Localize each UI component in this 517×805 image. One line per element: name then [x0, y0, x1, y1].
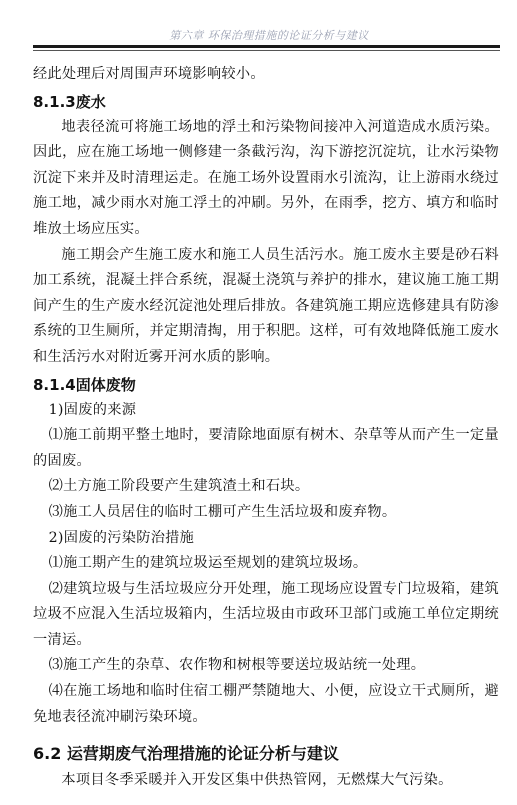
solid-waste-source-item-1: ⑴施工前期平整土地时，要清除地面原有树木、杂草等从而产生一定量的固废。 — [33, 427, 499, 469]
header-rule-thin — [33, 50, 500, 51]
header-rule-thick — [33, 45, 500, 48]
solid-waste-measure-item-4: ⑷在施工场地和临时住宿工棚严禁随地大、小便，应设立干式厕所，避免地表径流冲刷污染环境。 — [33, 683, 499, 725]
wastewater-paragraph-1: 地表径流可将施工场地的浮土和污染物间接冲入河道造成水质污染。因此，应在施工场地一侧修建一条截污沟，沟下游挖沉淀坑，让水污染物沉淀下来并及时清理运走。在施工场外设置雨水引流沟，让上游雨水绕过施工地，减少雨水对施工浮土的冲刷。另外，在雨季，挖方、填方和临时堆放土场应压实。 — [33, 118, 499, 237]
solid-waste-measure-item-3: ⑶施工产生的杂草、农作物和树根等要送垃圾站统一处理。 — [48, 657, 426, 674]
heading-operation-exhaust: 6.2 运营期废气治理措施的论证分析与建议 — [33, 744, 339, 764]
solid-waste-source-item-2: ⑵土方施工阶段要产生建筑渣土和石块。 — [48, 478, 310, 495]
wastewater-paragraph-2: 施工期会产生施工废水和施工人员生活污水。施工废水主要是砂石料加工系统，混凝土拌合系统，混凝土浇筑与养护的排水，建议施工施工期间产生的生产废水经沉淀池处理后排放。各建筑施工期应选修建具有防渗系统的卫生厕所，并定期清掏，用于积肥。这样，可有效地降低施工废水和生活污水对附近雾开河水质的影响。 — [33, 246, 499, 365]
heading-solid-waste: 8.1.4固体废物 — [33, 375, 136, 394]
heading-wastewater: 8.1.3废水 — [33, 92, 106, 111]
solid-waste-measure-item-1: ⑴施工期产生的建筑垃圾运至规划的建筑垃圾场。 — [48, 555, 368, 572]
running-header: 第六章 环保治理措施的论证分析与建议 — [169, 29, 369, 42]
solid-waste-source-title: 1)固废的来源 — [48, 401, 137, 418]
solid-waste-source-item-3: ⑶施工人员居住的临时工棚可产生生活垃圾和废弃物。 — [48, 503, 397, 520]
intro-line: 经此处理后对周围声环境影响较小。 — [33, 66, 265, 82]
solid-waste-measures-title: 2)固废的污染防治措施 — [48, 529, 195, 546]
operation-exhaust-paragraph: 本项目冬季采暖并入开发区集中供热管网，无燃煤大气污染。 — [61, 772, 453, 789]
document-body — [33, 62, 499, 794]
solid-waste-measure-item-2: ⑵建筑垃圾与生活垃圾应分开处理，施工现场应设置专门垃圾箱，建筑垃圾不应混入生活垃圾箱内，生活垃圾由市政环卫部门或施工单位定期统一清运。 — [33, 580, 499, 648]
